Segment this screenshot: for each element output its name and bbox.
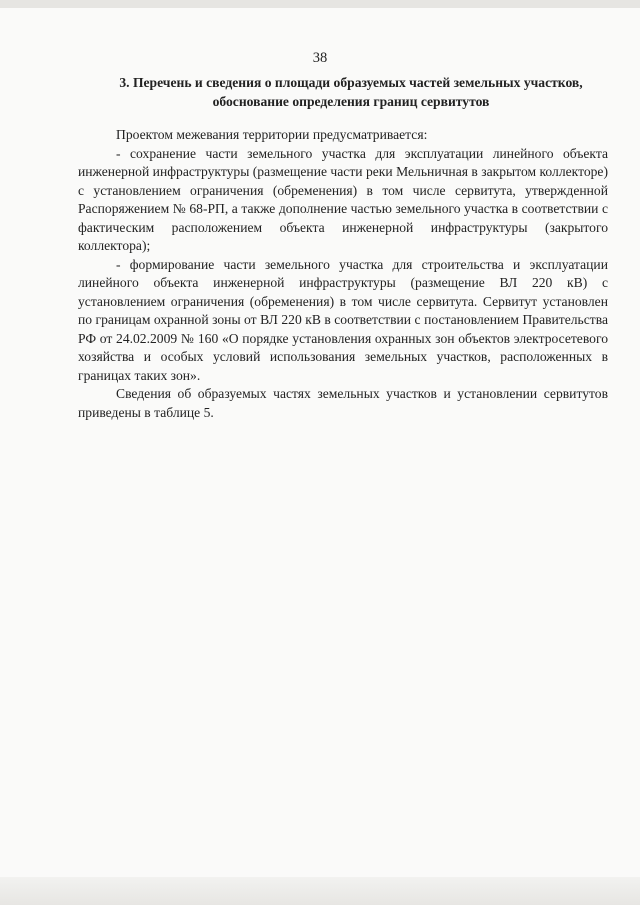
body-text [78, 126, 608, 422]
section-heading-line-2: обоснование определения границ сервитутов [212, 94, 490, 109]
intro-paragraph: Проектом межевания территории предусматривается: [116, 127, 428, 142]
list-item-collector: - сохранение части земельного участка для эксплуатации линейного объекта инженерной инфраструктуры (размещение части реки Мельничная в закрытом коллекторе) с установлением ограничения (обременения) в том числе сервитута, утвержденной Распоряжением № 68-РП, а также дополнение частью земельного участка в соответствии с фактическим расположением объекта инженерной инфраструктуры (закрытого коллектора); [78, 145, 608, 253]
list-item-power-line: - формирование части земельного участка для строительства и эксплуатации линейного объекта инженерной инфраструктуры (размещение ВЛ 220 кВ) с установлением ограничения (обременения) в том числе сервитута. Сервитут установлен по границам охранной зоны от ВЛ 220 кВ в соответствии с постановлением Правительства РФ от 24.02.2009 № 160 «О порядке установления охранных зон объектов электросетевого хозяйства и особых условий использования земельных участков, расположенных в границах таких зон». [78, 256, 608, 383]
section-heading [60, 73, 640, 111]
scan-bottom-edge [0, 877, 640, 905]
section-heading-line-1: 3. Перечень и сведения о площади образуемых частей земельных участков, [119, 75, 583, 90]
closing-paragraph: Сведения об образуемых частях земельных участков и установлении сервитутов приведены в таблице 5. [78, 386, 608, 420]
page-number: 38 [312, 50, 328, 66]
scan-top-edge [0, 0, 640, 8]
